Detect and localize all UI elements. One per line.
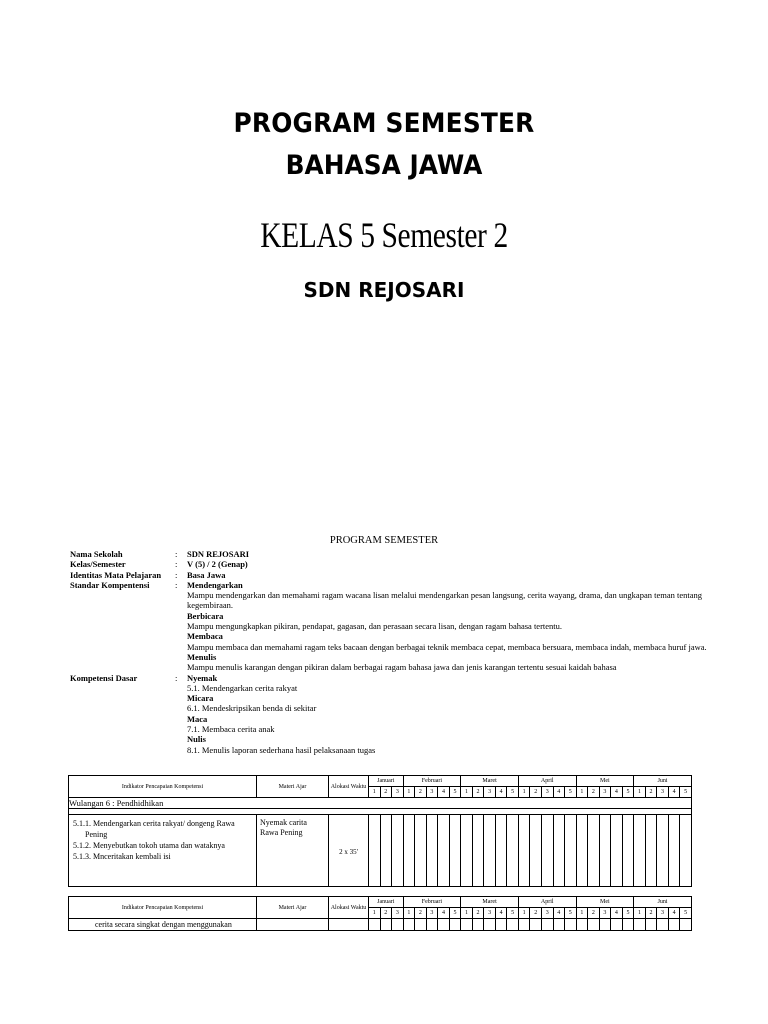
info-sep: :: [175, 569, 178, 580]
info-label: Standar Kompentensi: [70, 579, 150, 590]
schedule-table-continued: [68, 896, 692, 931]
info-value: SDN REJOSARI: [187, 549, 250, 559]
week-number: 4: [438, 787, 450, 798]
week-number: 2: [530, 787, 542, 798]
week-number: 1: [369, 908, 381, 919]
month-header: Juni: [634, 776, 692, 787]
week-number: 2: [380, 787, 392, 798]
info-label: Identitas Mata Pelajaran: [70, 569, 162, 580]
month-header: Maret: [461, 776, 519, 787]
week-number: 4: [495, 787, 507, 798]
competency-text: Mampu menulis karangan dengan pikiran dalam berbagai ragam bahasa jawa dan jenis karangan tertentu sesuai kaidah bahasa: [187, 662, 617, 673]
week-number: 4: [553, 908, 565, 919]
month-header: Mei: [576, 776, 634, 787]
indikator-cell: [69, 815, 257, 887]
week-number: 4: [611, 787, 623, 798]
month-header: April: [518, 897, 576, 908]
week-cell: [553, 815, 565, 887]
week-cell: [495, 919, 507, 931]
info-sep: :: [175, 559, 178, 570]
month-header: Februari: [403, 897, 461, 908]
kd-row: [70, 673, 710, 683]
week-cell: [507, 815, 519, 887]
week-cell: [495, 815, 507, 887]
month-header: Januari: [369, 776, 404, 787]
week-number: 1: [576, 908, 588, 919]
week-cell: [541, 919, 553, 931]
week-cell: [507, 919, 519, 931]
week-number: 1: [403, 908, 415, 919]
week-cell: [449, 919, 461, 931]
section-title: Wulangan 6 : Pendhidhikan: [69, 798, 692, 809]
week-cell: [611, 919, 623, 931]
info-block: [70, 549, 710, 755]
week-number: 5: [449, 908, 461, 919]
competency-text: 5.1. Mendengarkan cerita rakyat: [187, 682, 298, 693]
week-cell: [392, 919, 404, 931]
cover-school-name: SDN REJOSARI: [303, 278, 465, 302]
week-cell: [484, 815, 496, 887]
week-number: 2: [645, 787, 657, 798]
info-row: [70, 570, 710, 580]
week-number: 2: [415, 787, 427, 798]
kd-first: Nyemak: [187, 672, 218, 683]
week-number: 4: [668, 787, 680, 798]
competency-heading: Nulis: [187, 734, 206, 745]
competency-text: 7.1. Membaca cerita anak: [187, 724, 275, 735]
kd-label: Kompetensi Dasar: [70, 672, 138, 683]
week-cell: [518, 919, 530, 931]
week-cell: [634, 919, 646, 931]
week-number: 5: [565, 908, 577, 919]
week-cell: [530, 919, 542, 931]
week-cell: [380, 919, 392, 931]
week-cell: [472, 919, 484, 931]
week-number: 2: [472, 787, 484, 798]
week-cell: [599, 815, 611, 887]
competency-text: 8.1. Menulis laporan sederhana hasil pelaksanaan tugas: [187, 744, 376, 755]
week-number: 2: [588, 908, 600, 919]
week-cell: [668, 815, 680, 887]
week-cell: [518, 815, 530, 887]
week-number: 5: [507, 787, 519, 798]
week-number: 2: [645, 908, 657, 919]
competency-text: Mampu membaca dan memahami ragam teks bacaan dengan berbagai teknik membaca cepat, membaca bersuara, membaca indah, membaca huruf jawa.: [187, 641, 707, 652]
week-number: 5: [622, 908, 634, 919]
header-indikator: Indikator Pencapaian Kompetensi: [69, 897, 257, 919]
week-cell: [680, 919, 692, 931]
week-cell: [415, 815, 427, 887]
alokasi-cell: 2 x 35': [329, 815, 369, 887]
week-cell: [565, 815, 577, 887]
week-cell: [634, 815, 646, 887]
week-number: 1: [634, 908, 646, 919]
week-number: 1: [518, 908, 530, 919]
competency-heading: Berbicara: [187, 610, 224, 621]
header-alokasi: Alokasi Waktu: [329, 897, 369, 919]
week-cell: [369, 815, 381, 887]
indikator-item: 5.1.2. Menyebutkan tokoh utama dan wataknya: [73, 841, 225, 850]
week-number: 4: [611, 908, 623, 919]
week-number: 3: [484, 908, 496, 919]
week-number: 4: [668, 908, 680, 919]
header-indikator: Indikator Pencapaian Kompetensi: [69, 776, 257, 798]
schedule-table: [68, 775, 692, 887]
week-cell: [438, 815, 450, 887]
info-value: Basa Jawa: [187, 569, 226, 580]
cover-title-class: KELAS 5 Semester 2: [260, 215, 508, 255]
week-number: 5: [680, 787, 692, 798]
week-number: 2: [472, 908, 484, 919]
cover-title-program-semester: PROGRAM SEMESTER: [233, 108, 535, 139]
info-value: V (5) / 2 (Genap): [187, 559, 248, 570]
week-cell: [622, 815, 634, 887]
week-number: 1: [461, 787, 473, 798]
week-number: 5: [622, 787, 634, 798]
week-cell: [588, 815, 600, 887]
week-number: 3: [541, 787, 553, 798]
week-cell: [369, 919, 381, 931]
indikator-item: 5.1.1. Mendengarkan cerita rakyat/ dongeng Rawa Pening: [73, 819, 235, 839]
competency-text: Mampu mengungkapkan pikiran, pendapat, gagasan, dan perasaan secara lisan, dengan ragam bahasa tertentu.: [187, 621, 563, 632]
week-cell: [553, 919, 565, 931]
week-number: 2: [530, 908, 542, 919]
week-cell: [461, 815, 473, 887]
week-number: 1: [403, 787, 415, 798]
materi-cell: Nyemak carita Rawa Pening: [257, 815, 329, 887]
indikator-item: 5.1.3. Mnceritakan kembali isi: [73, 852, 171, 861]
cover-title-subject: BAHASA JAWA: [285, 150, 483, 181]
competency-heading: Micara: [187, 693, 214, 704]
week-number: 2: [380, 908, 392, 919]
week-number: 3: [657, 787, 669, 798]
week-number: 2: [588, 787, 600, 798]
week-number: 3: [392, 908, 404, 919]
info-value: Mendengarkan: [187, 579, 243, 590]
week-number: 1: [518, 787, 530, 798]
week-cell: [449, 815, 461, 887]
month-header: Januari: [369, 897, 404, 908]
info-label: Kelas/Semester: [70, 559, 126, 570]
week-number: 5: [565, 787, 577, 798]
week-cell: [599, 919, 611, 931]
week-cell: [472, 815, 484, 887]
week-cell: [622, 919, 634, 931]
competency-heading: Menulis: [187, 651, 217, 662]
week-number: 1: [634, 787, 646, 798]
week-number: 5: [449, 787, 461, 798]
week-number: 5: [507, 908, 519, 919]
week-cell: [541, 815, 553, 887]
week-number: 3: [657, 908, 669, 919]
week-cell: [657, 815, 669, 887]
week-cell: [588, 919, 600, 931]
week-number: 4: [553, 787, 565, 798]
week-number: 4: [495, 908, 507, 919]
week-cell: [438, 919, 450, 931]
competency-text: Mampu mendengarkan dan memahami ragam wacana lisan melalui mendengarkan pesan langsung, cerita wayang, drama, dan ungkapan teman tentang kegembiraan.: [187, 590, 703, 611]
week-cell: [680, 815, 692, 887]
info-sep: :: [175, 549, 178, 559]
week-number: 3: [541, 908, 553, 919]
header-alokasi: Alokasi Waktu: [329, 776, 369, 798]
week-cell: [403, 815, 415, 887]
week-cell: [611, 815, 623, 887]
competency-text: 6.1. Mendeskripsikan benda di sekitar: [187, 703, 317, 714]
week-cell: [461, 919, 473, 931]
header-materi: Materi Ajar: [257, 776, 329, 798]
week-number: 2: [415, 908, 427, 919]
week-number: 3: [426, 908, 438, 919]
week-cell: [426, 815, 438, 887]
week-number: 3: [599, 787, 611, 798]
kd-sep: :: [175, 672, 178, 683]
info-row: [70, 549, 710, 559]
week-cell: [530, 815, 542, 887]
month-header: Mei: [576, 897, 634, 908]
month-header: Juni: [634, 897, 692, 908]
info-row: [70, 559, 710, 569]
month-header: Maret: [461, 897, 519, 908]
info-label: Nama Sekolah: [70, 549, 123, 559]
week-number: 3: [599, 908, 611, 919]
header-materi: Materi Ajar: [257, 897, 329, 919]
info-row: [70, 580, 710, 590]
document-title: PROGRAM SEMESTER: [329, 535, 439, 546]
week-cell: [565, 919, 577, 931]
week-number: 1: [576, 787, 588, 798]
week-cell: [484, 919, 496, 931]
month-header: April: [518, 776, 576, 787]
competency-heading: Membaca: [187, 631, 223, 642]
week-cell: [576, 919, 588, 931]
week-number: 3: [484, 787, 496, 798]
week-cell: [645, 919, 657, 931]
week-number: 4: [438, 908, 450, 919]
week-cell: [426, 919, 438, 931]
month-header: Februari: [403, 776, 461, 787]
week-cell: [392, 815, 404, 887]
week-cell: [380, 815, 392, 887]
week-cell: [576, 815, 588, 887]
indikator-continued: cerita secara singkat dengan menggunakan: [69, 919, 257, 931]
competency-heading: Maca: [187, 713, 208, 724]
week-number: 1: [461, 908, 473, 919]
week-cell: [668, 919, 680, 931]
info-sep: :: [175, 579, 178, 590]
week-number: 3: [392, 787, 404, 798]
week-cell: [403, 919, 415, 931]
week-cell: [657, 919, 669, 931]
week-cell: [645, 815, 657, 887]
week-number: 1: [369, 787, 381, 798]
week-number: 5: [680, 908, 692, 919]
week-cell: [415, 919, 427, 931]
week-number: 3: [426, 787, 438, 798]
